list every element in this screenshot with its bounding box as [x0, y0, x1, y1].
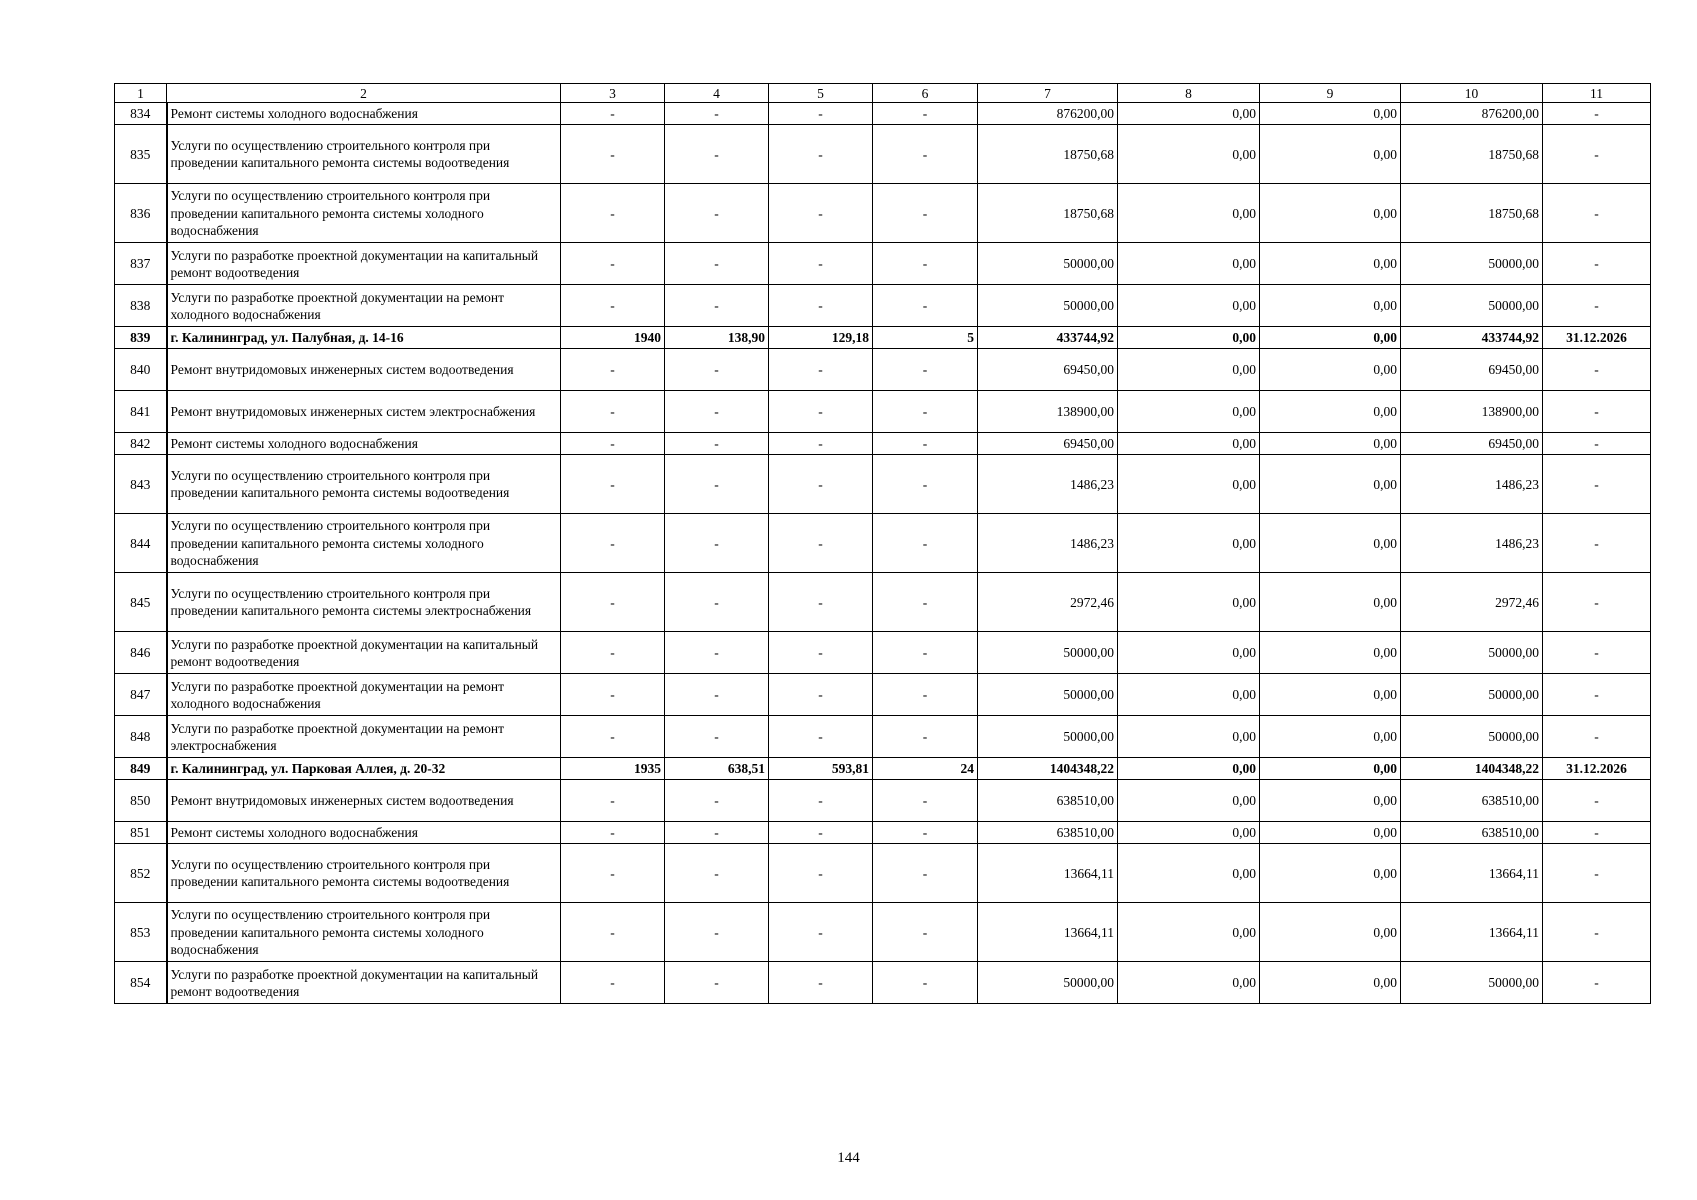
row-col-3: -	[561, 780, 665, 822]
row-col-10: 1486,23	[1401, 514, 1543, 573]
table-row	[115, 573, 1651, 632]
row-col-3: -	[561, 573, 665, 632]
address-row	[115, 758, 1651, 780]
row-col-6: -	[873, 285, 978, 327]
row-col-9: 0,00	[1260, 844, 1401, 903]
row-col-6: -	[873, 844, 978, 903]
row-col-8: 0,00	[1118, 632, 1260, 674]
row-col-7: 2972,46	[978, 573, 1118, 632]
row-number: 849	[115, 758, 167, 780]
row-col-5: -	[769, 573, 873, 632]
row-col-9: 0,00	[1260, 327, 1401, 349]
row-number: 834	[115, 103, 167, 125]
row-col-6: -	[873, 391, 978, 433]
row-col-4: -	[665, 349, 769, 391]
row-col-9: 0,00	[1260, 632, 1401, 674]
row-number: 840	[115, 349, 167, 391]
row-number: 838	[115, 285, 167, 327]
row-number: 843	[115, 455, 167, 514]
page-number: 144	[837, 1150, 860, 1166]
table-row	[115, 716, 1651, 758]
row-col-4: -	[665, 780, 769, 822]
row-number: 853	[115, 903, 167, 962]
row-col-7: 433744,92	[978, 327, 1118, 349]
row-col-9: 0,00	[1260, 349, 1401, 391]
row-col-4: -	[665, 184, 769, 243]
row-col-8: 0,00	[1118, 758, 1260, 780]
row-col-4: 138,90	[665, 327, 769, 349]
table-row	[115, 243, 1651, 285]
row-col-10: 50000,00	[1401, 962, 1543, 1004]
row-col-6: -	[873, 243, 978, 285]
row-col-7: 18750,68	[978, 184, 1118, 243]
row-col-3: -	[561, 184, 665, 243]
row-col-9: 0,00	[1260, 962, 1401, 1004]
row-col-3: -	[561, 433, 665, 455]
row-col-8: 0,00	[1118, 514, 1260, 573]
row-description: Ремонт внутридомовых инженерных систем электроснабжения	[167, 391, 561, 433]
row-description: Ремонт внутридомовых инженерных систем водоотведения	[167, 349, 561, 391]
row-col-5: -	[769, 184, 873, 243]
row-col-3: -	[561, 455, 665, 514]
row-number: 846	[115, 632, 167, 674]
row-col-11: -	[1543, 433, 1651, 455]
row-col-3: -	[561, 903, 665, 962]
col-header-7: 7	[978, 84, 1118, 103]
row-col-3: -	[561, 822, 665, 844]
row-col-6: -	[873, 573, 978, 632]
row-col-5: -	[769, 632, 873, 674]
row-col-7: 50000,00	[978, 243, 1118, 285]
col-header-3: 3	[561, 84, 665, 103]
row-number: 835	[115, 125, 167, 184]
col-header-5: 5	[769, 84, 873, 103]
row-number: 848	[115, 716, 167, 758]
col-header-10: 10	[1401, 84, 1543, 103]
row-col-3: -	[561, 125, 665, 184]
row-number: 844	[115, 514, 167, 573]
row-col-3: -	[561, 285, 665, 327]
row-col-9: 0,00	[1260, 243, 1401, 285]
row-col-8: 0,00	[1118, 674, 1260, 716]
row-number: 847	[115, 674, 167, 716]
table-row	[115, 455, 1651, 514]
row-col-4: -	[665, 844, 769, 903]
row-number: 852	[115, 844, 167, 903]
row-col-8: 0,00	[1118, 103, 1260, 125]
row-col-6: -	[873, 125, 978, 184]
row-col-10: 50000,00	[1401, 674, 1543, 716]
works-table	[114, 83, 1651, 1004]
row-col-3: 1935	[561, 758, 665, 780]
row-col-10: 638510,00	[1401, 780, 1543, 822]
row-col-7: 638510,00	[978, 822, 1118, 844]
table-row	[115, 674, 1651, 716]
table-row	[115, 349, 1651, 391]
row-col-4: -	[665, 285, 769, 327]
row-col-10: 2972,46	[1401, 573, 1543, 632]
row-col-11: -	[1543, 285, 1651, 327]
row-col-9: 0,00	[1260, 285, 1401, 327]
row-col-11: -	[1543, 184, 1651, 243]
row-col-9: 0,00	[1260, 391, 1401, 433]
row-col-8: 0,00	[1118, 327, 1260, 349]
row-col-4: -	[665, 573, 769, 632]
table-row	[115, 632, 1651, 674]
row-col-3: -	[561, 514, 665, 573]
row-col-10: 1404348,22	[1401, 758, 1543, 780]
row-description: Услуги по осуществлению строительного контроля при проведении капитального ремонта системы водоотведения	[167, 844, 561, 903]
row-description: Услуги по разработке проектной документации на капитальный ремонт водоотведения	[167, 632, 561, 674]
row-col-3: -	[561, 962, 665, 1004]
row-col-6: -	[873, 822, 978, 844]
row-col-4: -	[665, 125, 769, 184]
row-col-11: -	[1543, 903, 1651, 962]
row-col-7: 876200,00	[978, 103, 1118, 125]
row-col-4: -	[665, 674, 769, 716]
table-row	[115, 184, 1651, 243]
table-row	[115, 103, 1651, 125]
row-col-8: 0,00	[1118, 822, 1260, 844]
row-col-7: 50000,00	[978, 632, 1118, 674]
row-col-9: 0,00	[1260, 674, 1401, 716]
row-description: Услуги по осуществлению строительного контроля при проведении капитального ремонта системы холодного водоснабжения	[167, 184, 561, 243]
row-col-7: 69450,00	[978, 433, 1118, 455]
row-col-7: 18750,68	[978, 125, 1118, 184]
row-col-5: -	[769, 716, 873, 758]
row-col-7: 50000,00	[978, 716, 1118, 758]
row-col-8: 0,00	[1118, 573, 1260, 632]
row-col-10: 638510,00	[1401, 822, 1543, 844]
row-description: Услуги по осуществлению строительного контроля при проведении капитального ремонта системы холодного водоснабжения	[167, 903, 561, 962]
row-col-10: 138900,00	[1401, 391, 1543, 433]
row-col-3: 1940	[561, 327, 665, 349]
row-number: 851	[115, 822, 167, 844]
column-number-row	[115, 84, 1651, 103]
row-col-8: 0,00	[1118, 716, 1260, 758]
row-col-5: 593,81	[769, 758, 873, 780]
row-col-5: -	[769, 962, 873, 1004]
row-col-7: 1486,23	[978, 514, 1118, 573]
row-col-7: 13664,11	[978, 844, 1118, 903]
row-col-11: -	[1543, 573, 1651, 632]
row-col-3: -	[561, 674, 665, 716]
row-number: 845	[115, 573, 167, 632]
row-col-8: 0,00	[1118, 243, 1260, 285]
row-col-5: -	[769, 433, 873, 455]
row-col-7: 638510,00	[978, 780, 1118, 822]
row-col-8: 0,00	[1118, 184, 1260, 243]
row-description: Услуги по осуществлению строительного контроля при проведении капитального ремонта системы электроснабжения	[167, 573, 561, 632]
row-col-9: 0,00	[1260, 903, 1401, 962]
row-col-5: -	[769, 780, 873, 822]
row-col-11: -	[1543, 103, 1651, 125]
row-number: 839	[115, 327, 167, 349]
row-number: 850	[115, 780, 167, 822]
row-col-4: -	[665, 391, 769, 433]
row-col-5: -	[769, 103, 873, 125]
row-col-5: -	[769, 349, 873, 391]
row-description: г. Калининград, ул. Парковая Аллея, д. 20-32	[167, 758, 561, 780]
row-col-7: 1404348,22	[978, 758, 1118, 780]
row-col-3: -	[561, 844, 665, 903]
table-row	[115, 514, 1651, 573]
row-col-4: -	[665, 243, 769, 285]
row-col-6: -	[873, 780, 978, 822]
row-description: Ремонт системы холодного водоснабжения	[167, 433, 561, 455]
row-col-8: 0,00	[1118, 455, 1260, 514]
row-col-4: -	[665, 962, 769, 1004]
row-col-7: 69450,00	[978, 349, 1118, 391]
row-description: Услуги по осуществлению строительного контроля при проведении капитального ремонта системы водоотведения	[167, 125, 561, 184]
row-col-11: -	[1543, 455, 1651, 514]
row-col-10: 18750,68	[1401, 184, 1543, 243]
row-col-5: -	[769, 514, 873, 573]
row-description: Услуги по разработке проектной документации на ремонт холодного водоснабжения	[167, 674, 561, 716]
row-col-11: -	[1543, 391, 1651, 433]
row-col-6: -	[873, 962, 978, 1004]
row-col-8: 0,00	[1118, 285, 1260, 327]
row-col-10: 13664,11	[1401, 903, 1543, 962]
row-col-10: 876200,00	[1401, 103, 1543, 125]
col-header-1: 1	[115, 84, 167, 103]
row-col-6: -	[873, 674, 978, 716]
row-col-5: -	[769, 455, 873, 514]
address-row	[115, 327, 1651, 349]
row-col-8: 0,00	[1118, 962, 1260, 1004]
row-col-10: 69450,00	[1401, 349, 1543, 391]
row-col-6: -	[873, 455, 978, 514]
row-col-4: -	[665, 455, 769, 514]
row-col-6: 5	[873, 327, 978, 349]
row-description: Услуги по разработке проектной документации на капитальный ремонт водоотведения	[167, 243, 561, 285]
row-col-10: 50000,00	[1401, 243, 1543, 285]
row-col-10: 1486,23	[1401, 455, 1543, 514]
table-row	[115, 844, 1651, 903]
row-col-11: 31.12.2026	[1543, 758, 1651, 780]
row-col-4: 638,51	[665, 758, 769, 780]
row-col-11: 31.12.2026	[1543, 327, 1651, 349]
row-col-3: -	[561, 243, 665, 285]
table-row	[115, 962, 1651, 1004]
col-header-11: 11	[1543, 84, 1651, 103]
row-col-4: -	[665, 514, 769, 573]
table-row	[115, 433, 1651, 455]
table-row	[115, 125, 1651, 184]
row-col-10: 50000,00	[1401, 716, 1543, 758]
row-col-6: -	[873, 632, 978, 674]
row-col-9: 0,00	[1260, 455, 1401, 514]
row-col-4: -	[665, 433, 769, 455]
row-col-7: 50000,00	[978, 285, 1118, 327]
row-col-5: -	[769, 285, 873, 327]
row-col-8: 0,00	[1118, 780, 1260, 822]
row-col-11: -	[1543, 349, 1651, 391]
row-col-6: -	[873, 716, 978, 758]
row-description: Услуги по разработке проектной документации на ремонт электроснабжения	[167, 716, 561, 758]
row-description: Услуги по разработке проектной документации на капитальный ремонт водоотведения	[167, 962, 561, 1004]
row-col-9: 0,00	[1260, 103, 1401, 125]
row-col-3: -	[561, 632, 665, 674]
row-col-10: 69450,00	[1401, 433, 1543, 455]
row-col-6: -	[873, 433, 978, 455]
row-col-10: 18750,68	[1401, 125, 1543, 184]
table-row	[115, 391, 1651, 433]
row-number: 842	[115, 433, 167, 455]
row-col-4: -	[665, 103, 769, 125]
row-col-6: -	[873, 349, 978, 391]
row-col-7: 50000,00	[978, 962, 1118, 1004]
row-col-11: -	[1543, 780, 1651, 822]
row-col-5: -	[769, 125, 873, 184]
row-col-11: -	[1543, 822, 1651, 844]
row-description: Услуги по осуществлению строительного контроля при проведении капитального ремонта системы холодного водоснабжения	[167, 514, 561, 573]
row-col-9: 0,00	[1260, 758, 1401, 780]
col-header-6: 6	[873, 84, 978, 103]
row-col-8: 0,00	[1118, 391, 1260, 433]
row-description: Ремонт внутридомовых инженерных систем водоотведения	[167, 780, 561, 822]
row-col-8: 0,00	[1118, 903, 1260, 962]
row-col-9: 0,00	[1260, 514, 1401, 573]
row-col-11: -	[1543, 962, 1651, 1004]
row-col-5: 129,18	[769, 327, 873, 349]
row-number: 841	[115, 391, 167, 433]
row-description: Услуги по осуществлению строительного контроля при проведении капитального ремонта системы водоотведения	[167, 455, 561, 514]
row-description: Ремонт системы холодного водоснабжения	[167, 103, 561, 125]
table-row	[115, 822, 1651, 844]
row-col-5: -	[769, 822, 873, 844]
row-col-3: -	[561, 103, 665, 125]
row-description: Ремонт системы холодного водоснабжения	[167, 822, 561, 844]
row-col-7: 50000,00	[978, 674, 1118, 716]
row-col-11: -	[1543, 716, 1651, 758]
row-col-9: 0,00	[1260, 184, 1401, 243]
row-col-9: 0,00	[1260, 822, 1401, 844]
row-col-8: 0,00	[1118, 349, 1260, 391]
row-col-8: 0,00	[1118, 844, 1260, 903]
row-col-11: -	[1543, 632, 1651, 674]
col-header-2: 2	[167, 84, 561, 103]
row-col-6: 24	[873, 758, 978, 780]
col-header-9: 9	[1260, 84, 1401, 103]
row-col-3: -	[561, 349, 665, 391]
row-col-6: -	[873, 103, 978, 125]
row-col-4: -	[665, 716, 769, 758]
row-col-5: -	[769, 674, 873, 716]
row-description: г. Калининград, ул. Палубная, д. 14-16	[167, 327, 561, 349]
row-col-6: -	[873, 903, 978, 962]
row-col-7: 13664,11	[978, 903, 1118, 962]
row-col-9: 0,00	[1260, 433, 1401, 455]
row-number: 854	[115, 962, 167, 1004]
row-col-6: -	[873, 184, 978, 243]
row-col-8: 0,00	[1118, 433, 1260, 455]
table-row	[115, 780, 1651, 822]
row-col-10: 433744,92	[1401, 327, 1543, 349]
row-col-10: 13664,11	[1401, 844, 1543, 903]
col-header-4: 4	[665, 84, 769, 103]
row-col-9: 0,00	[1260, 573, 1401, 632]
row-col-11: -	[1543, 514, 1651, 573]
row-description: Услуги по разработке проектной документации на ремонт холодного водоснабжения	[167, 285, 561, 327]
row-col-7: 138900,00	[978, 391, 1118, 433]
row-col-11: -	[1543, 125, 1651, 184]
row-col-11: -	[1543, 243, 1651, 285]
row-col-5: -	[769, 903, 873, 962]
table-row	[115, 903, 1651, 962]
row-col-3: -	[561, 716, 665, 758]
row-col-5: -	[769, 243, 873, 285]
row-number: 836	[115, 184, 167, 243]
row-col-5: -	[769, 391, 873, 433]
table-row	[115, 285, 1651, 327]
row-col-4: -	[665, 632, 769, 674]
row-col-11: -	[1543, 674, 1651, 716]
row-col-7: 1486,23	[978, 455, 1118, 514]
row-col-9: 0,00	[1260, 716, 1401, 758]
row-col-4: -	[665, 822, 769, 844]
row-col-10: 50000,00	[1401, 285, 1543, 327]
col-header-8: 8	[1118, 84, 1260, 103]
row-number: 837	[115, 243, 167, 285]
row-col-6: -	[873, 514, 978, 573]
row-col-9: 0,00	[1260, 780, 1401, 822]
row-col-11: -	[1543, 844, 1651, 903]
row-col-3: -	[561, 391, 665, 433]
row-col-5: -	[769, 844, 873, 903]
row-col-8: 0,00	[1118, 125, 1260, 184]
row-col-4: -	[665, 903, 769, 962]
row-col-9: 0,00	[1260, 125, 1401, 184]
row-col-10: 50000,00	[1401, 632, 1543, 674]
